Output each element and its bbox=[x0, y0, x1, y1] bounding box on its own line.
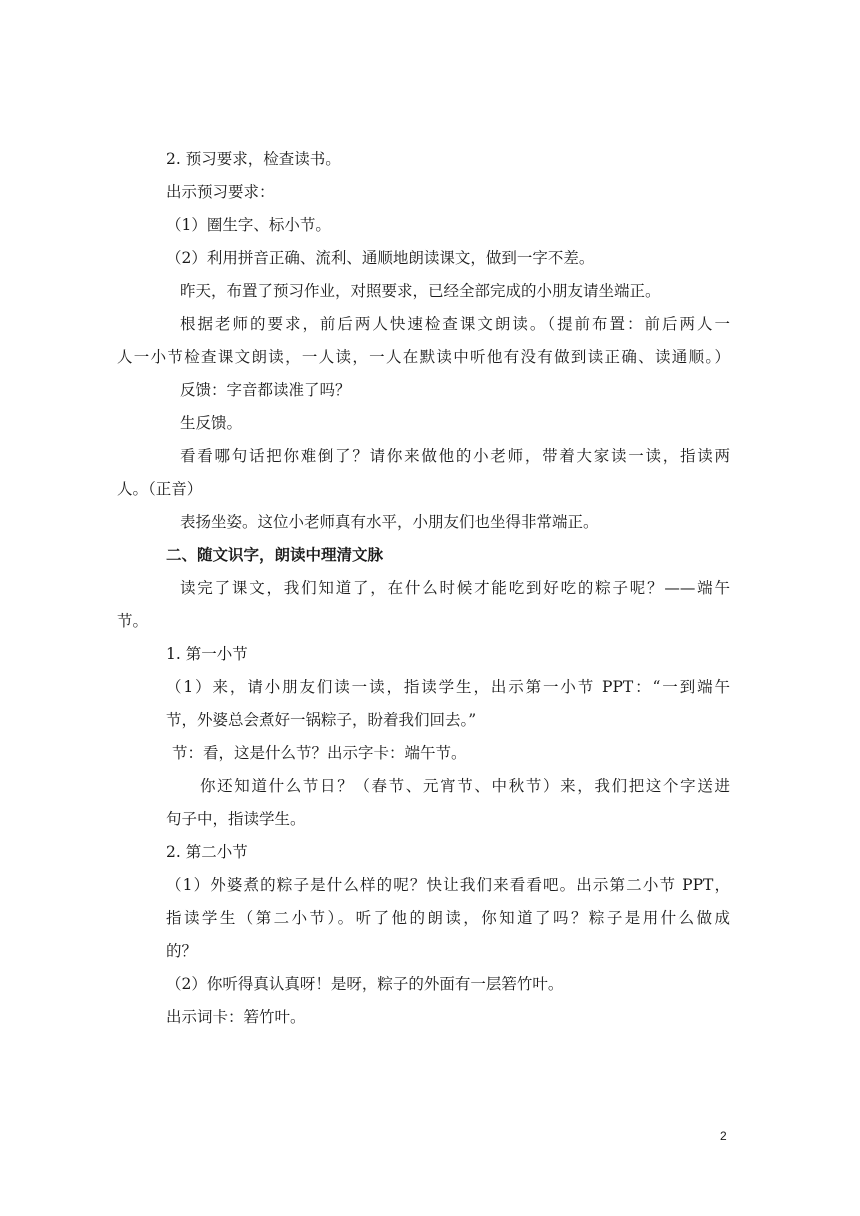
page-number: 2 bbox=[720, 1129, 727, 1143]
text-line: 人一小节检查课文朗读，一人读，一人在默读中听他有没有做到读正确、读通顺。） bbox=[117, 348, 730, 366]
list-item: （1）外婆煮的粽子是什么样的呢？快让我们来看看吧。出示第二小节 PPT， bbox=[166, 876, 730, 894]
text-line: 2. 预习要求，检查读书。 bbox=[166, 150, 341, 168]
text-line: 读完了课文，我们知道了，在什么时候才能吃到好吃的粽子呢？——端午 bbox=[180, 579, 730, 597]
text-line: 节：看，这是什么节？出示字卡：端午节。 bbox=[172, 744, 467, 762]
list-item: （1）圈生字、标小节。 bbox=[166, 216, 331, 234]
text-line: 人。（正音） bbox=[117, 480, 203, 498]
text-line: 句子中，指读学生。 bbox=[166, 810, 306, 828]
text-line: 看看哪句话把你难倒了？请你来做他的小老师，带着大家读一读，指读两 bbox=[180, 447, 730, 465]
text-line: 出示预习要求： bbox=[166, 183, 275, 201]
text-line: 出示词卡：箬竹叶。 bbox=[166, 1008, 306, 1026]
text-line: 生反馈。 bbox=[180, 414, 243, 432]
text-line: 表扬坐姿。这位小老师真有水平，小朋友们也坐得非常端正。 bbox=[180, 513, 599, 531]
text-line: 根据老师的要求，前后两人快速检查课文朗读。（提前布置：前后两人一 bbox=[180, 315, 730, 333]
text-line: 节。 bbox=[117, 612, 149, 630]
section-heading: 二、随文识字，朗读中理清文脉 bbox=[166, 545, 384, 564]
text-line: 昨天，布置了预习作业，对照要求，已经全部完成的小朋友请坐端正。 bbox=[180, 282, 661, 300]
text-line: 节，外婆总会煮好一锅粽子，盼着我们回去。” bbox=[166, 711, 477, 729]
list-item: （2）你听得真认真呀！是呀，粽子的外面有一层箬竹叶。 bbox=[166, 975, 564, 993]
text-line: 的？ bbox=[166, 942, 198, 960]
text-line: 指读学生（第二小节）。听了他的朗读，你知道了吗？粽子是用什么做成 bbox=[166, 909, 730, 927]
subsection-heading: 1. 第一小节 bbox=[166, 645, 248, 663]
subsection-heading: 2. 第二小节 bbox=[166, 843, 248, 861]
text-line: 你还知道什么节日？（春节、元宵节、中秋节）来，我们把这个字送进 bbox=[200, 777, 730, 795]
list-item: （2）利用拼音正确、流利、通顺地朗读课文，做到一字不差。 bbox=[166, 249, 595, 267]
text-line: 反馈：字音都读准了吗？ bbox=[180, 381, 351, 399]
list-item: （1）来，请小朋友们读一读，指读学生，出示第一小节 PPT：“一到端午 bbox=[166, 678, 730, 696]
